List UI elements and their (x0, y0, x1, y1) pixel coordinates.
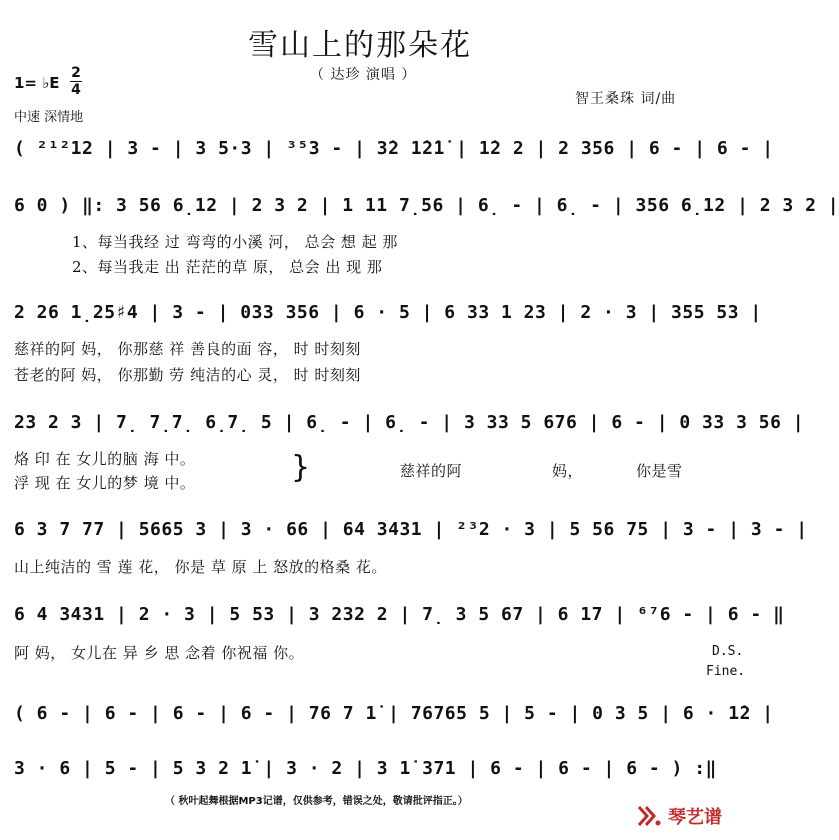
qinyipu-logo-icon (636, 803, 662, 829)
chorus-lyric-2: 妈， (552, 462, 584, 480)
notation-row-5: 6 3 7 77 | 5665 3 | 3 · 66 | 64 3431 | ²³2 · 3 | 5 56 75 | 3 - | 3 - | (14, 519, 808, 540)
ds-marking: D.S. (712, 644, 744, 659)
time-signature-bottom: 4 (71, 82, 81, 98)
lyric-row-2-verse-2: 2、每当我走 出 茫茫的草 原， 总会 出 现 那 (72, 258, 383, 276)
lyric-row-6: 阿 妈， 女儿在 异 乡 思 念着 你祝福 你。 (14, 644, 305, 662)
notation-row-6: 6 4 3431 | 2 · 3 | 5 53 | 3 232 2 | 7̣ 3 5 67 | 6 17 | ⁶⁷6 - | 6 - ‖ (14, 604, 785, 625)
lyric-row-4-verse-1: 烙 印 在 女儿的脑 海 中。 (14, 450, 196, 468)
key-signature: 1= ♭E (14, 74, 60, 92)
lyricist-composer: 智王桑珠 词/曲 (575, 91, 677, 107)
song-title: 雪山上的那朵花 (248, 28, 472, 63)
notation-row-2: 6 0 ) ‖: 3 56 6̣12 | 2 3 2 | 1 11 7̣56 | 6̣ - | 6̣ - | 356 6̣12 | 2 3 2 | (14, 195, 839, 216)
chorus-lyric-1: 慈祥的阿 (400, 462, 463, 480)
notation-row-3: 2 26 1̣25♯4 | 3 - | 033 356 | 6 · 5 | 6 33 1 23 | 2 · 3 | 355 53 | (14, 302, 762, 323)
notation-row-7: ( 6 - | 6 - | 6 - | 6 - | 76 7 1̇ | 76765 5 | 5 - | 0 3 5 | 6 · 1̇2 | (14, 703, 774, 724)
lyric-row-3-verse-1: 慈祥的阿 妈， 你那慈 祥 善良的面 容， 时 时刻刻 (14, 340, 361, 358)
time-signature-top: 2 (71, 65, 81, 81)
notation-row-4: 23 2 3 | 7̣ 7̣7̣ 6̣7̣ 5 | 6̣ - | 6̣ - | 3 33 5 676 | 6 - | 0 33 3 56 | (14, 412, 805, 433)
fine-marking: Fine. (706, 664, 746, 679)
notation-row-1: ( ²¹²12 | 3 - | 3 5·3 | ³⁵3 - | 3̇2 1̇2̇1̇ | 1̇2 2 | 2 356 | 6 - | 6 - | (14, 138, 774, 159)
chorus-lyric-3: 你是雪 (636, 462, 683, 480)
site-logo[interactable] (636, 803, 722, 829)
lyric-row-3-verse-2: 苍老的阿 妈， 你那勤 劳 纯洁的心 灵， 时 时刻刻 (14, 366, 361, 384)
logo-text: 琴艺谱 (668, 807, 722, 828)
lyric-row-2-verse-1: 1、每当我经 过 弯弯的小溪 河， 总会 想 起 那 (72, 233, 398, 251)
verse-brace: } (291, 450, 311, 485)
lyric-row-5: 山上纯洁的 雪 莲 花， 你是 草 原 上 怒放的格桑 花。 (14, 558, 387, 576)
lyric-row-4-verse-2: 浮 现 在 女儿的梦 境 中。 (14, 474, 196, 492)
time-signature (70, 66, 82, 97)
tempo-marking: 中速 深情地 (14, 110, 84, 125)
transcription-footnote: （ 秋叶起舞根据MP3记谱，仅供参考，错误之处，敬请批评指正。） (165, 796, 468, 807)
singer-credit: （ 达珍 演唱 ） (310, 67, 417, 83)
notation-row-8: 3 · 6 | 5 - | 5 3 2 1̇ | 3 · 2 | 3 1̇ 371 | 6 - | 6 - | 6 - ) :‖ (14, 758, 717, 779)
